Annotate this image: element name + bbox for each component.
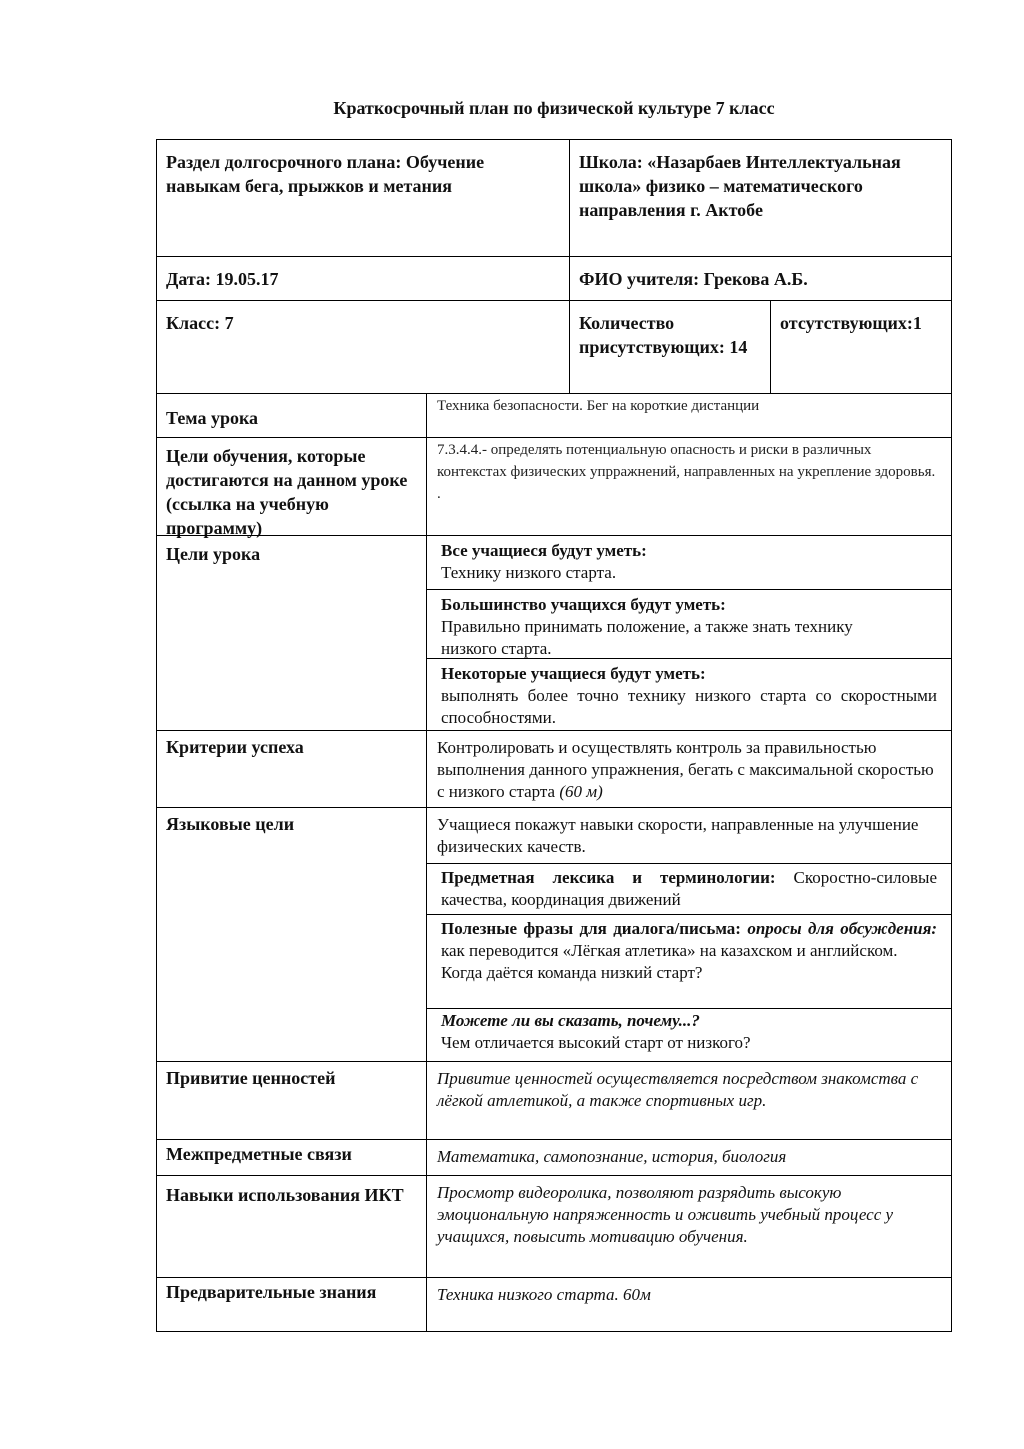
absent-cell bbox=[770, 300, 952, 394]
criteria-label-cell bbox=[156, 730, 427, 808]
present-text: Количество присутствующих: 14 bbox=[579, 313, 748, 357]
topic-label: Тема урока bbox=[166, 408, 259, 428]
goals-all-head: Все учащиеся будут уметь: bbox=[441, 541, 647, 560]
lang-phrases-text: как переводится «Лёгкая атлетика» на казахском и английском. bbox=[441, 941, 898, 960]
goals-some-cell bbox=[426, 658, 952, 731]
values-value-cell bbox=[426, 1061, 952, 1140]
objectives-value-cell bbox=[426, 437, 952, 536]
objectives-dot: . bbox=[437, 486, 441, 502]
absent-text: отсутствующих:1 bbox=[780, 313, 922, 333]
goals-most-cell bbox=[426, 589, 952, 659]
objectives-value: 7.3.4.4.- определять потенциальную опасность и риски в различных контекстах физических упрражнений, направленных на укрепление здоровья. bbox=[437, 442, 936, 480]
date-text: Дата: 19.05.17 bbox=[166, 269, 279, 289]
lang-phrases-head: Полезные фразы для диалога/письма: bbox=[441, 919, 741, 938]
goals-label: Цели урока bbox=[166, 544, 261, 564]
ict-label-cell bbox=[156, 1175, 427, 1278]
teacher-text: ФИО учителя: Грекова А.Б. bbox=[579, 269, 808, 289]
criteria-text: Контролировать и осуществлять контроль за правильностью выполнения данного упражнения, бегать с максимальной скоростью с низкого старта bbox=[437, 738, 934, 801]
cross-label: Межпредметные связи bbox=[166, 1144, 352, 1164]
goals-all-cell bbox=[426, 535, 952, 590]
cross-value-cell bbox=[426, 1139, 952, 1176]
criteria-value-cell bbox=[426, 730, 952, 808]
lang-phrases-italic: опросы для обсуждения: bbox=[747, 919, 938, 938]
objectives-label-cell bbox=[156, 437, 427, 536]
lang-vocab-cell bbox=[426, 863, 952, 915]
lang-text-cell bbox=[426, 807, 952, 864]
goals-all-text: Технику низкого старта. bbox=[441, 563, 617, 582]
cross-label-cell bbox=[156, 1139, 427, 1176]
prior-value-cell bbox=[426, 1277, 952, 1332]
present-cell bbox=[569, 300, 771, 394]
goals-label-cell bbox=[156, 535, 427, 731]
teacher-cell bbox=[569, 256, 952, 301]
lang-phrases-cell bbox=[426, 914, 952, 1009]
cross-text: Математика, самопознание, история, биология bbox=[437, 1147, 787, 1166]
topic-value-cell bbox=[426, 393, 952, 438]
criteria-label: Критерии успеха bbox=[166, 737, 304, 757]
school-cell bbox=[569, 139, 952, 257]
values-text: Привитие ценностей осуществляется посредством знакомства с лёгкой атлетикой, а также спортивных игр. bbox=[437, 1069, 919, 1110]
lang-text: Учащиеся покажут навыки скорости, направленные на улучшение физических качеств. bbox=[437, 815, 919, 856]
prior-label-cell bbox=[156, 1277, 427, 1332]
lang-label-cell bbox=[156, 807, 427, 1062]
lang-phrases-q: Когда даётся команда низкий старт? bbox=[441, 963, 703, 982]
ict-value-cell bbox=[426, 1175, 952, 1278]
topic-label-cell bbox=[156, 393, 427, 438]
ict-label: Навыки использования ИКТ bbox=[166, 1185, 404, 1205]
page-title: Краткосрочный план по физической культуре 7 класс bbox=[333, 98, 775, 118]
date-cell bbox=[156, 256, 570, 301]
section-cell bbox=[156, 139, 570, 257]
class-text: Класс: 7 bbox=[166, 313, 234, 333]
goals-most-head: Большинство учащихся будут уметь: bbox=[441, 595, 726, 614]
values-label-cell bbox=[156, 1061, 427, 1140]
lang-vocab-head: Предметная лексика и терминологии: bbox=[441, 868, 776, 887]
prior-label: Предварительные знания bbox=[166, 1282, 377, 1302]
goals-some-head: Некоторые учащиеся будут уметь: bbox=[441, 664, 706, 683]
school-text: Школа: «Назарбаев Интеллектуальная школа» физико – математического направления г. Актобе bbox=[579, 152, 901, 220]
criteria-italic: (60 м) bbox=[559, 782, 603, 801]
ict-text: Просмотр видеоролика, позволяют разрядить высокую эмоциональную напряженность и оживить учебный процесс у учащихся, повысить мотивацию обучения. bbox=[437, 1183, 894, 1246]
topic-value: Техника безопасности. Бег на короткие дистанции bbox=[437, 398, 760, 414]
lang-vocab-text: Скоростно-силовые качества, координация движений bbox=[441, 868, 937, 909]
lang-why-text: Чем отличается высокий старт от низкого? bbox=[441, 1033, 751, 1052]
lang-why-cell bbox=[426, 1008, 952, 1062]
section-text: Раздел долгосрочного плана: Обучение навыкам бега, прыжков и метания bbox=[166, 152, 485, 196]
values-label: Привитие ценностей bbox=[166, 1068, 336, 1088]
prior-text: Техника низкого старта. 60м bbox=[437, 1285, 651, 1304]
lang-label: Языковые цели bbox=[166, 814, 295, 834]
class-cell bbox=[156, 300, 570, 394]
goals-most-text: Правильно принимать положение, а также знать технику низкого старта. bbox=[441, 617, 853, 658]
goals-some-text: выполнять более точно технику низкого старта со скоростными способностями. bbox=[441, 686, 937, 727]
objectives-label: Цели обучения, которые достигаются на данном уроке (ссылка на учебную программу) bbox=[166, 446, 408, 538]
lang-why-head: Можете ли вы сказать, почему...? bbox=[441, 1011, 700, 1030]
